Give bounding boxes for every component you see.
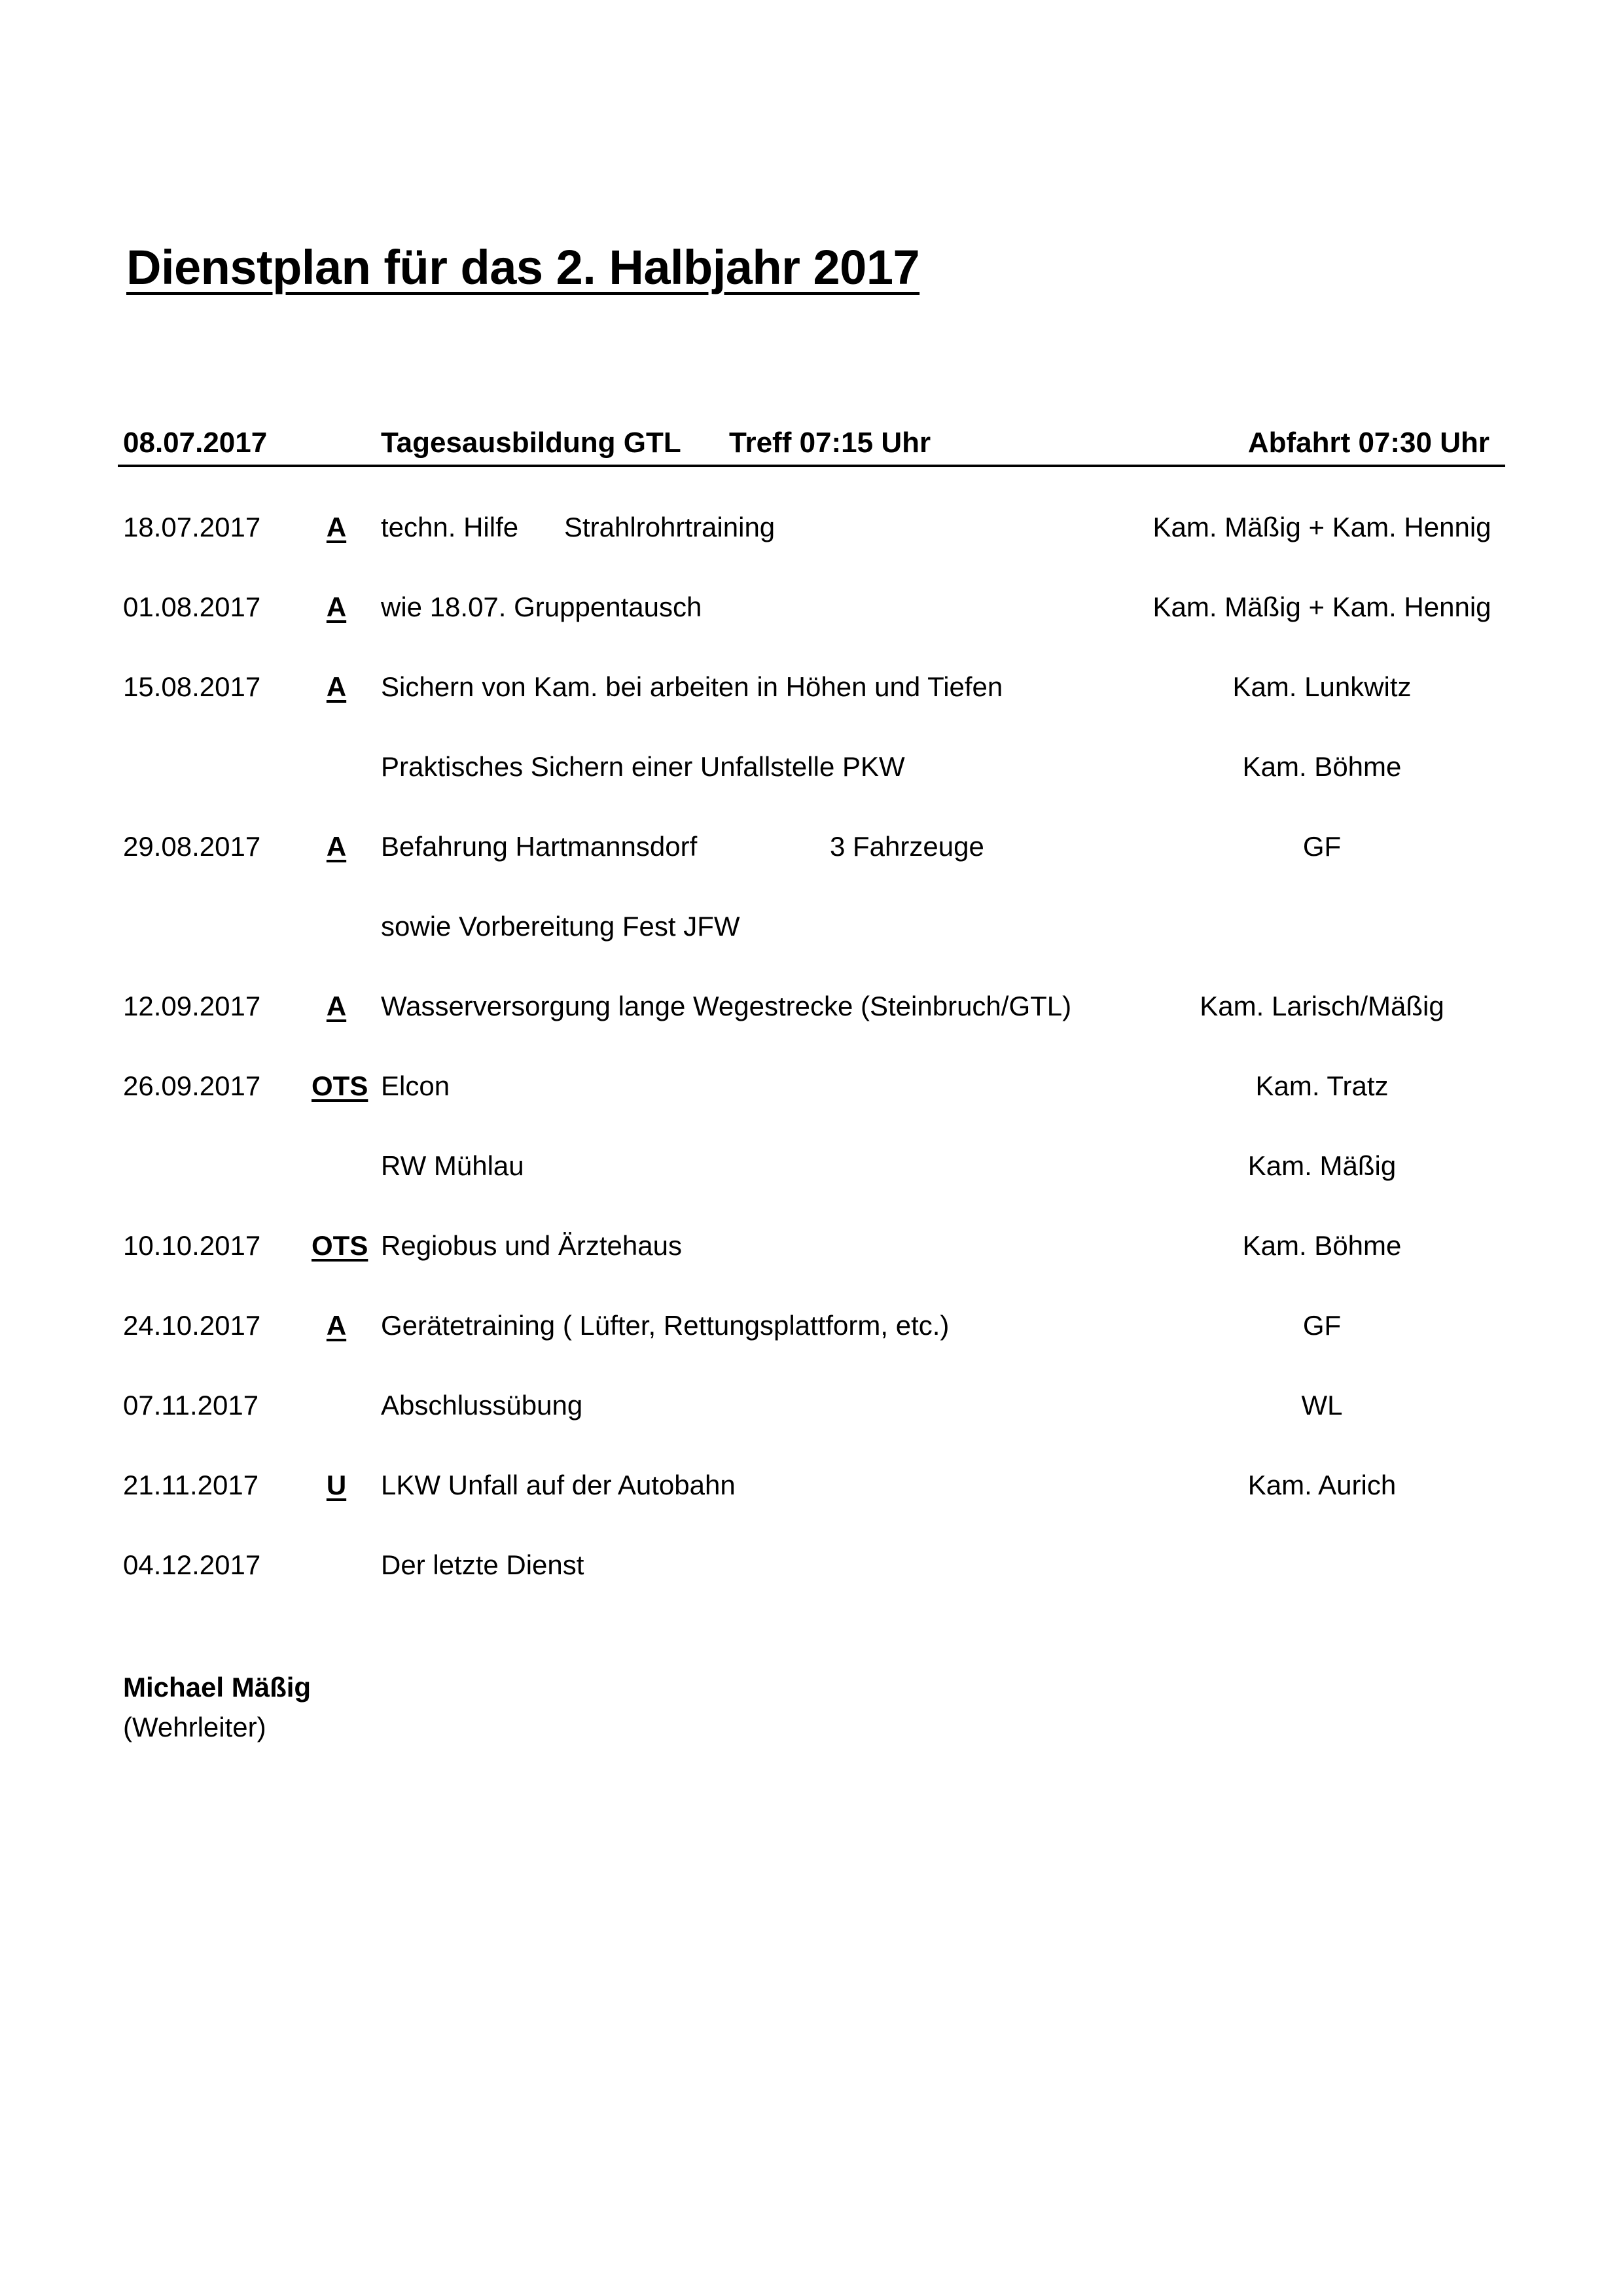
row-date: 29.08.2017 [123,831,261,862]
header-departure-time: Abfahrt 07:30 Uhr [1247,427,1489,459]
header-row [118,424,1505,467]
row-topic: Sichern von Kam. bei arbeiten in Höhen und Tiefen [381,671,1003,702]
row-responsible: Kam. Larisch/Mäßig [1200,991,1444,1021]
row-code: OTS [312,1070,368,1101]
header-date: 08.07.2017 [123,427,268,459]
row-code: A [326,671,347,702]
row-date: 04.12.2017 [123,1549,261,1580]
row-date: 26.09.2017 [123,1070,261,1101]
schedule-row [0,1470,1623,1509]
schedule-row [0,751,1623,790]
row-date: 24.10.2017 [123,1310,261,1341]
row-date: 15.08.2017 [123,671,261,702]
schedule-row [0,991,1623,1030]
header-event: Tagesausbildung GTL [381,427,681,459]
schedule-row [0,911,1623,950]
schedule-row [0,512,1623,551]
row-date: 12.09.2017 [123,991,261,1021]
row-topic: techn. Hilfe [381,512,519,542]
row-topic: Elcon [381,1070,450,1101]
schedule-row [0,1070,1623,1110]
row-responsible: GF [1302,831,1342,862]
schedule-row [0,1230,1623,1269]
schedule-row [0,671,1623,711]
row-responsible: Kam. Mäßig + Kam. Hennig [1152,512,1491,542]
row-topic: LKW Unfall auf der Autobahn [381,1470,736,1500]
row-responsible: Kam. Mäßig + Kam. Hennig [1152,592,1491,622]
row-code: A [326,831,347,862]
row-code: A [326,1310,347,1341]
row-date: 18.07.2017 [123,512,261,542]
row-responsible: Kam. Böhme [1242,1230,1402,1261]
schedule-row [0,831,1623,870]
row-date: 01.08.2017 [123,592,261,622]
schedule-row [0,1549,1623,1589]
row-date: 21.11.2017 [123,1470,259,1500]
row-responsible: Kam. Tratz [1255,1070,1389,1101]
row-code: A [326,512,347,542]
row-code: U [326,1470,347,1500]
row-topic: sowie Vorbereitung Fest JFW [381,911,740,942]
row-topic: RW Mühlau [381,1150,524,1181]
schedule-row [0,1150,1623,1190]
row-topic: Der letzte Dienst [381,1549,584,1580]
row-code: OTS [312,1230,368,1261]
row-topic: Praktisches Sichern einer Unfallstelle PKW [381,751,905,782]
page-title: Dienstplan für das 2. Halbjahr 2017 [126,240,920,294]
schedule-row [0,592,1623,631]
row-responsible: Kam. Böhme [1242,751,1402,782]
row-responsible: WL [1301,1390,1343,1421]
schedule-row [0,1390,1623,1429]
row-topic: wie 18.07. Gruppentausch [381,592,702,622]
row-code: A [326,592,347,622]
row-topic: Gerätetraining ( Lüfter, Rettungsplattform, etc.) [381,1310,950,1341]
row-code: A [326,991,347,1021]
row-responsible: Kam. Lunkwitz [1232,671,1412,702]
row-responsible: Kam. Aurich [1247,1470,1397,1500]
header-meet-time: Treff 07:15 Uhr [729,427,931,459]
signer-name: Michael Mäßig [123,1672,312,1703]
row-responsible: Kam. Mäßig [1247,1150,1397,1181]
row-date: 07.11.2017 [123,1390,259,1421]
signer-role: (Wehrleiter) [123,1712,266,1742]
row-date: 10.10.2017 [123,1230,261,1261]
schedule-row [0,1310,1623,1349]
row-topic: Regiobus und Ärztehaus [381,1230,682,1261]
row-topic-detail: 3 Fahrzeuge [830,831,984,862]
row-topic: Abschlussübung [381,1390,583,1421]
row-topic-detail: Strahlrohrtraining [564,512,776,542]
row-responsible: GF [1302,1310,1342,1341]
row-topic: Wasserversorgung lange Wegestrecke (Steinbruch/GTL) [381,991,1072,1021]
row-topic: Befahrung Hartmannsdorf [381,831,698,862]
